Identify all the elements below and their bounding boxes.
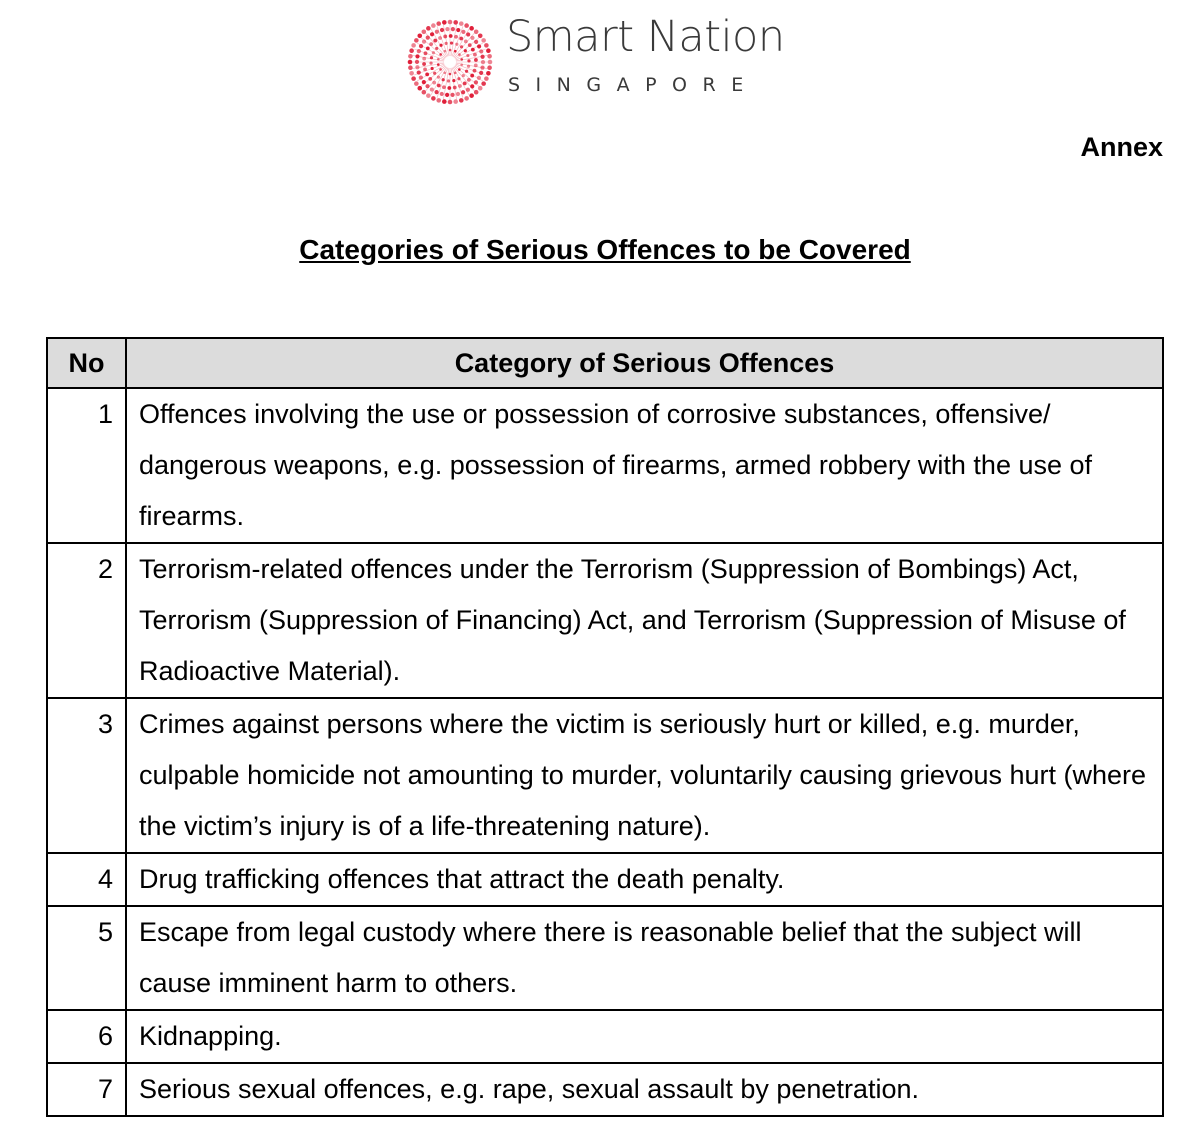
row-number: 4 <box>47 853 126 906</box>
row-number: 2 <box>47 543 126 698</box>
row-number: 5 <box>47 906 126 1010</box>
row-number: 1 <box>47 388 126 543</box>
row-number: 6 <box>47 1010 126 1063</box>
logo-subtitle: SINGAPORE <box>508 74 759 96</box>
smart-nation-logo <box>404 14 804 106</box>
table-header-row <box>47 338 1163 388</box>
offence-description: Terrorism-related offences under the Terrorism (Suppression of Bombings) Act, Terrorism (Suppression of Financing) Act, and Terrorism (Suppression of Misuse of Radioactive Material). <box>126 543 1163 698</box>
row-number: 7 <box>47 1063 126 1116</box>
table-row <box>47 543 1163 698</box>
table-row <box>47 853 1163 906</box>
header-category: Category of Serious Offences <box>126 338 1163 388</box>
header-no: No <box>47 338 126 388</box>
annex-label: Annex <box>1080 132 1163 162</box>
offence-description: Serious sexual offences, e.g. rape, sexual assault by penetration. <box>126 1063 1163 1116</box>
offence-description: Drug trafficking offences that attract the death penalty. <box>126 853 1163 906</box>
starburst-logo-icon <box>404 16 496 108</box>
table-body <box>47 388 1163 1116</box>
table-row <box>47 698 1163 853</box>
offence-description: Kidnapping. <box>126 1010 1163 1063</box>
table-row <box>47 906 1163 1010</box>
table-row <box>47 1063 1163 1116</box>
offence-description: Crimes against persons where the victim is seriously hurt or killed, e.g. murder, culpable homicide not amounting to murder, voluntarily causing grievous hurt (where the victim’s injury is of a life-threatening nature). <box>126 698 1163 853</box>
table-row <box>47 1010 1163 1063</box>
logo-title: Smart Nation <box>506 12 785 62</box>
offence-description: Escape from legal custody where there is reasonable belief that the subject will cause imminent harm to others. <box>126 906 1163 1010</box>
offence-description: Offences involving the use or possession of corrosive substances, offensive/ dangerous weapons, e.g. possession of firearms, armed robbery with the use of firearms. <box>126 388 1163 543</box>
offences-table <box>46 337 1164 1117</box>
row-number: 3 <box>47 698 126 853</box>
page-title: Categories of Serious Offences to be Covered <box>299 234 911 265</box>
table-row <box>47 388 1163 543</box>
